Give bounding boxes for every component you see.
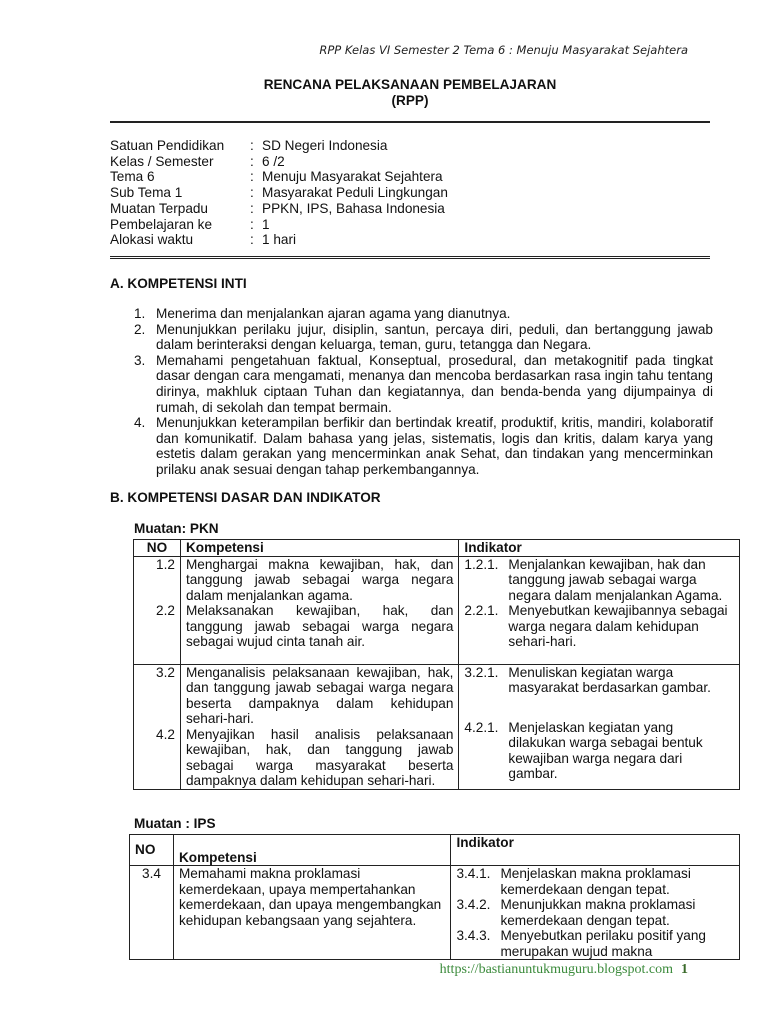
title-line-1: RENCANA PELAKSANAAN PEMBELAJARAN	[263, 77, 557, 92]
col-indikator: Indikator	[451, 835, 740, 866]
pkn-label: Muatan: PKN	[134, 521, 219, 536]
col-no: NO	[130, 835, 174, 866]
running-head: RPP Kelas VI Semester 2 Tema 6 : Menuju Masyarakat Sejahtera	[319, 43, 688, 57]
title-line-2: (RPP)	[391, 93, 429, 108]
page-number: 1	[681, 962, 688, 977]
blog-link[interactable]: https://bastianuntukmuguru.blogspot.com	[439, 962, 673, 977]
table-row: 3.4 Memahami makna proklamasi kemerdekaan, upaya mempertahankan kemerdekaan, dan upaya mengembangkan kehidupan kebangsaan yang sejahtera. 3.4.1. Menjelaskan makna proklamasi kemerdekaan dengan tepat. 3.4.2. Menunjukkan makna proklamasi kemerdekaan dengan tepat. 3.4.3. Menyebutkan perilaku positif yang merupakan wujud makna	[130, 866, 740, 960]
table-header-row	[130, 835, 740, 866]
col-indikator: Indikator	[459, 540, 740, 557]
col-kompetensi: Kompetensi	[180, 540, 458, 557]
identity-row: Muatan Terpadu : PPKN, IPS, Bahasa Indonesia	[110, 200, 445, 216]
section-a-heading: A. KOMPETENSI INTI	[110, 276, 247, 291]
identity-rule	[110, 256, 710, 259]
list-item: 2. Menunjukkan perilaku jujur, disiplin, santun, percaya diri, peduli, dan bertanggung jawab dalam berinteraksi dengan keluarga, teman, guru, tetangga dan Negara.	[134, 321, 713, 353]
ips-label: Muatan : IPS	[134, 816, 216, 831]
table-row: 3.2 4.2 Menganalisis pelaksanaan kewajiban, hak, dan tanggung jawab sebagai warga negara beserta dampaknya dalam kehidupan sehari-hari. Menyajikan hasil analisis pelaksanaan kewajiban, hak, dan tanggung jawab sebagai warga masyarakat beserta dampaknya dalam kehidupan sehari-hari. 3.2.1. Menuliskan kegiatan warga masyarakat berdasarkan gambar. 4.2.1. Menjelaskan kegiatan yang dilakukan warga sebagai bentuk kewajiban warga negara dari gambar.	[134, 664, 740, 789]
identity-row: Pembelajaran ke : 1	[110, 216, 270, 232]
list-item: 1. Menerima dan menjalankan ajaran agama yang dianutnya.	[134, 306, 511, 321]
footer	[440, 962, 688, 978]
identity-row: Satuan Pendidikan : SD Negeri Indonesia	[110, 138, 388, 153]
table-header-row	[134, 540, 740, 557]
kompetensi-inti-list	[134, 306, 713, 478]
identity-row: Alokasi waktu : 1 hari	[110, 232, 297, 248]
identity-row: Tema 6 : Menuju Masyarakat Sejahtera	[110, 169, 443, 185]
identity-row: Sub Tema 1 : Masyarakat Peduli Lingkungan	[110, 185, 448, 201]
document-title	[110, 77, 710, 109]
list-item: 3. Memahami pengetahuan faktual, Konseptual, prosedural, dan metakognitif pada tingkat dasar dengan cara mengamati, menanya dan mencoba berdasarkan rasa ingin tahu tentang dirinya, makhluk ciptaan Tuhan dan kegiatannya, dan benda-benda yang dijumpainya di rumah, di sekolah dan tempat bermain.	[134, 352, 713, 415]
ips-table	[129, 834, 740, 960]
identity-row: Kelas / Semester : 6 /2	[110, 153, 285, 169]
col-kompetensi: Kompetensi	[173, 835, 451, 866]
table-row: 1.2 2.2 Menghargai makna kewajiban, hak, dan tanggung jawab sebagai warga negara dalam menjalankan agama. Melaksanakan kewajiban, hak, dan tanggung jawab sebagai warga negara sebagai wujud cinta tanah air. 1.2.1. Menjalankan kewajiban, hak dan tanggung jawab sebagai warga negara dalam menjalankan Agama. 2.2.1. Menyebutkan kewajibannya sebagai warga negara dalam kehidupan sehari-hari.	[134, 556, 740, 664]
section-b-heading: B. KOMPETENSI DASAR DAN INDIKATOR	[110, 490, 381, 505]
title-rule	[110, 121, 710, 123]
col-no: NO	[134, 540, 181, 557]
pkn-table	[133, 539, 740, 790]
identity-block	[110, 138, 448, 248]
list-item: 4. Menunjukkan keterampilan berfikir dan bertindak kreatif, produktif, kritis, mandiri, kolaboratif dan komunikatif. Dalam bahasa yang jelas, sistematis, logis dan kritis, dalam karya yang estetis dalam gerakan yang mencerminkan anak Sehat, dan tindakan yang mencerminkan prilaku anak sesuai dengan tahap perkembangannya.	[134, 415, 713, 477]
